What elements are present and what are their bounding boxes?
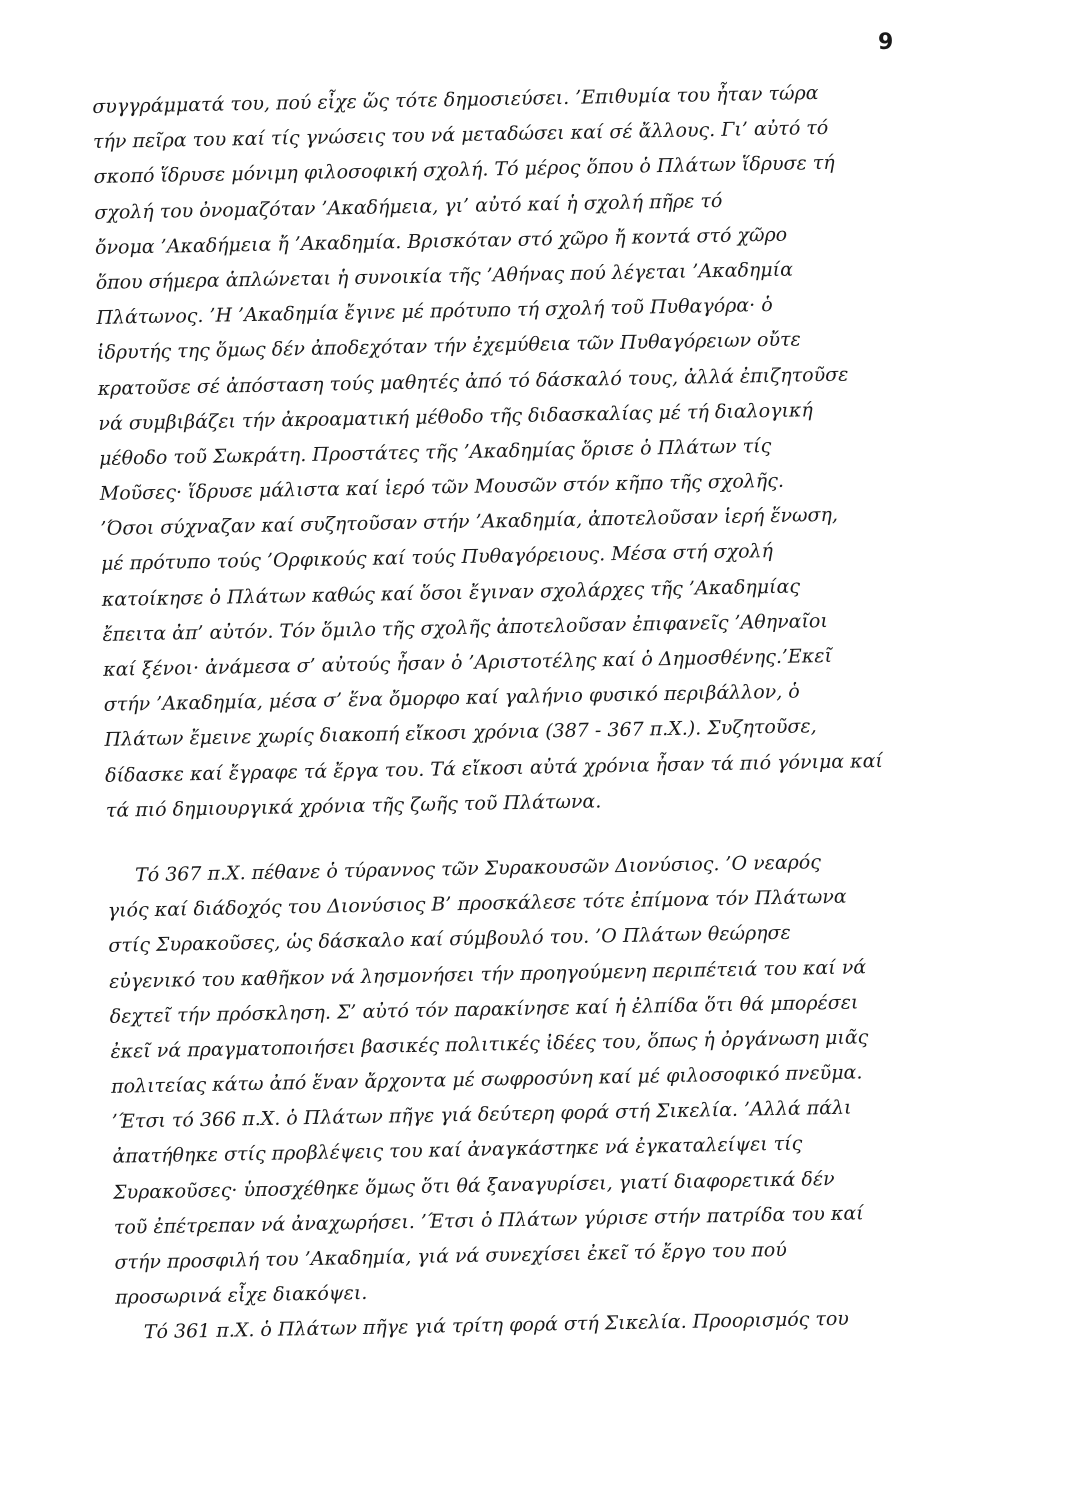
text-line: στήν ’Ακαδημία, μέσα σ’ ἕνα ὄμορφο καί γαλήνιο φυσικό περιβάλλον, ὁ (103, 680, 800, 717)
text-line: γιός καί διάδοχός του Διονύσιος Β’ προσκάλεσε τότε ἐπίμονα τόν Πλάτωνα (107, 885, 847, 922)
text-line: Πλάτωνος. ’Η ’Ακαδημία ἔγινε μέ πρότυπο τή σχολή τοῦ Πυθαγόρα· ὁ (96, 294, 773, 330)
text-line: στίς Συρακοῦσες, ὡς δάσκαλο καί σύμβουλό του. ’Ο Πλάτων θεώρησε (108, 922, 791, 958)
text-line: σκοπό ἵδρυσε μόνιμη φιλοσοφική σχολή. Τό μέρος ὅπου ὁ Πλάτων ἵδρυσε τή (93, 152, 835, 189)
text-line: ἱδρυτής της ὅμως δέν ἀποδεχόταν τήν ἐχεμύθεια τῶν Πυθαγόρειων οὔτε (96, 328, 801, 365)
text-line: μέ πρότυπο τούς ’Ορφικούς καί τούς Πυθαγόρειους. Μέσα στή σχολή (100, 540, 774, 576)
text-line: κατοίκησε ὁ Πλάτων καθώς καί ὅσοι ἔγιναν σχολάρχες τῆς ’Ακαδημίας (101, 575, 801, 611)
page-number: 9 (878, 30, 894, 55)
text-line: πολιτείας κάτω ἀπό ἕναν ἄρχοντα μέ σωφροσύνη καί μέ φιλοσοφικό πνεῦμα. (110, 1061, 863, 1098)
text-line: Συρακοῦσες· ὑποσχέθηκε ὅμως ὅτι θά ξαναγυρίσει, γιατί διαφορετικά δέν (112, 1167, 835, 1204)
text-line: ἀπατήθηκε στίς προβλέψεις του καί ἀναγκάστηκε νά ἐγκαταλείψει τίς (112, 1132, 803, 1169)
text-line: προσωρινά εἶχε διακόψει. (114, 1282, 368, 1309)
text-line: Τό 367 π.Χ. πέθανε ὁ τύραννος τῶν Συρακουσῶν Διονύσιος. ’Ο νεαρός (134, 851, 822, 887)
text-line: ’Έτσι τό 366 π.Χ. ὁ Πλάτων πῆγε γιά δεύτερη φορά στή Σικελία. ’Αλλά πάλι (111, 1096, 852, 1134)
text-line: τά πιό δημιουργικά χρόνια τῆς ζωῆς τοῦ Πλάτωνα. (105, 790, 602, 822)
paragraph-1 (92, 74, 928, 829)
text-line: ἐκεῖ νά πραγματοποιήσει βασικές πολιτικές ἰδέες του, ὅπως ἡ ὀργάνωση μιᾶς (110, 1026, 869, 1063)
text-line: ἔπειτα ἀπ’ αὐτόν. Τόν ὅμιλο τῆς σχολῆς ἀποτελοῦσαν ἐπιφανεῖς ’Αθηναῖοι (102, 609, 829, 646)
text-line: εὐγενικό του καθῆκον νά λησμονήσει τήν προηγούμενη περιπέτειά του καί νά (108, 955, 867, 993)
text-line: τήν πεῖρα του καί τίς γνώσεις του νά μεταδώσει καί σέ ἄλλους. Γι’ αὐτό τό (92, 117, 829, 154)
text-line: ’Όσοι σύχναζαν καί συζητοῦσαν στήν ’Ακαδημία, ἀποτελοῦσαν ἱερή ἕνωση, (100, 504, 839, 541)
text-line: ὅπου σήμερα ἁπλώνεται ἡ συνοικία τῆς ’Αθήνας πού λέγεται ’Ακαδημία (95, 258, 794, 294)
text-line: σχολή του ὀνομαζόταν ’Ακαδήμεια, γι’ αὐτό καί ἡ σχολή πῆρε τό (94, 189, 723, 224)
paragraph-2 (107, 843, 938, 1316)
text-line: κρατοῦσε σέ ἀπόσταση τούς μαθητές ἀπό τό δάσκαλό τους, ἀλλά ἐπιζητοῦσε (97, 363, 849, 400)
text-line: ὄνομα ’Ακαδήμεια ἤ ’Ακαδημία. Βρισκόταν στό χῶρο ἤ κοντά στό χῶρο (94, 223, 788, 259)
text-line: Τό 361 π.Χ. ὁ Πλάτων πῆγε γιά τρίτη φορά στή Σικελία. Προορισμός του (143, 1308, 850, 1344)
text-line: νά συμβιβάζει τήν ἀκροαματική μέθοδο τῆς διδασκαλίας μέ τή διαλογική (98, 398, 813, 435)
text-line: μέθοδο τοῦ Σωκράτη. Προστάτες τῆς ’Ακαδημίας ὅρισε ὁ Πλάτων τίς (98, 434, 772, 470)
text-line: συγγράμματά του, πού εἶχε ὥς τότε δημοσιεύσει. ’Επιθυμία του ἦταν τώρα (92, 82, 819, 118)
text-line: στήν προσφιλή του ’Ακαδημία, γιά νά συνεχίσει ἐκεῖ τό ἔργο του πού (114, 1238, 787, 1274)
text-line: δίδασκε καί ἔγραφε τά ἔργα του. Τά εἴκοσι αὐτά χρόνια ἦσαν τά πιό γόνιμα καί (104, 749, 884, 787)
body-text (92, 74, 938, 1351)
text-line: καί ξένοι· ἀνάμεσα σ’ αὐτούς ἦσαν ὁ ’Αριστοτέλης καί ὁ Δημοσθένης.’Εκεῖ (102, 644, 833, 681)
text-line: Μοῦσες· ἵδρυσε μάλιστα καί ἱερό τῶν Μουσῶν στόν κῆπο τῆς σχολῆς. (99, 469, 785, 505)
text-line: δεχτεῖ τήν πρόσκληση. Σ’ αὐτό τόν παρακίνησε καί ἡ ἐλπίδα ὅτι θά μπορέσει (109, 991, 859, 1028)
text-line: Πλάτων ἔμεινε χωρίς διακοπή εἴκοσι χρόνια (387 - 367 π.Χ.). Συζητοῦσε, (104, 715, 817, 752)
text-line: τοῦ ἐπέτρεπαν νά ἀναχωρήσει. ’Έτσι ὁ Πλάτων γύρισε στήν πατρίδα του καί (113, 1202, 864, 1239)
